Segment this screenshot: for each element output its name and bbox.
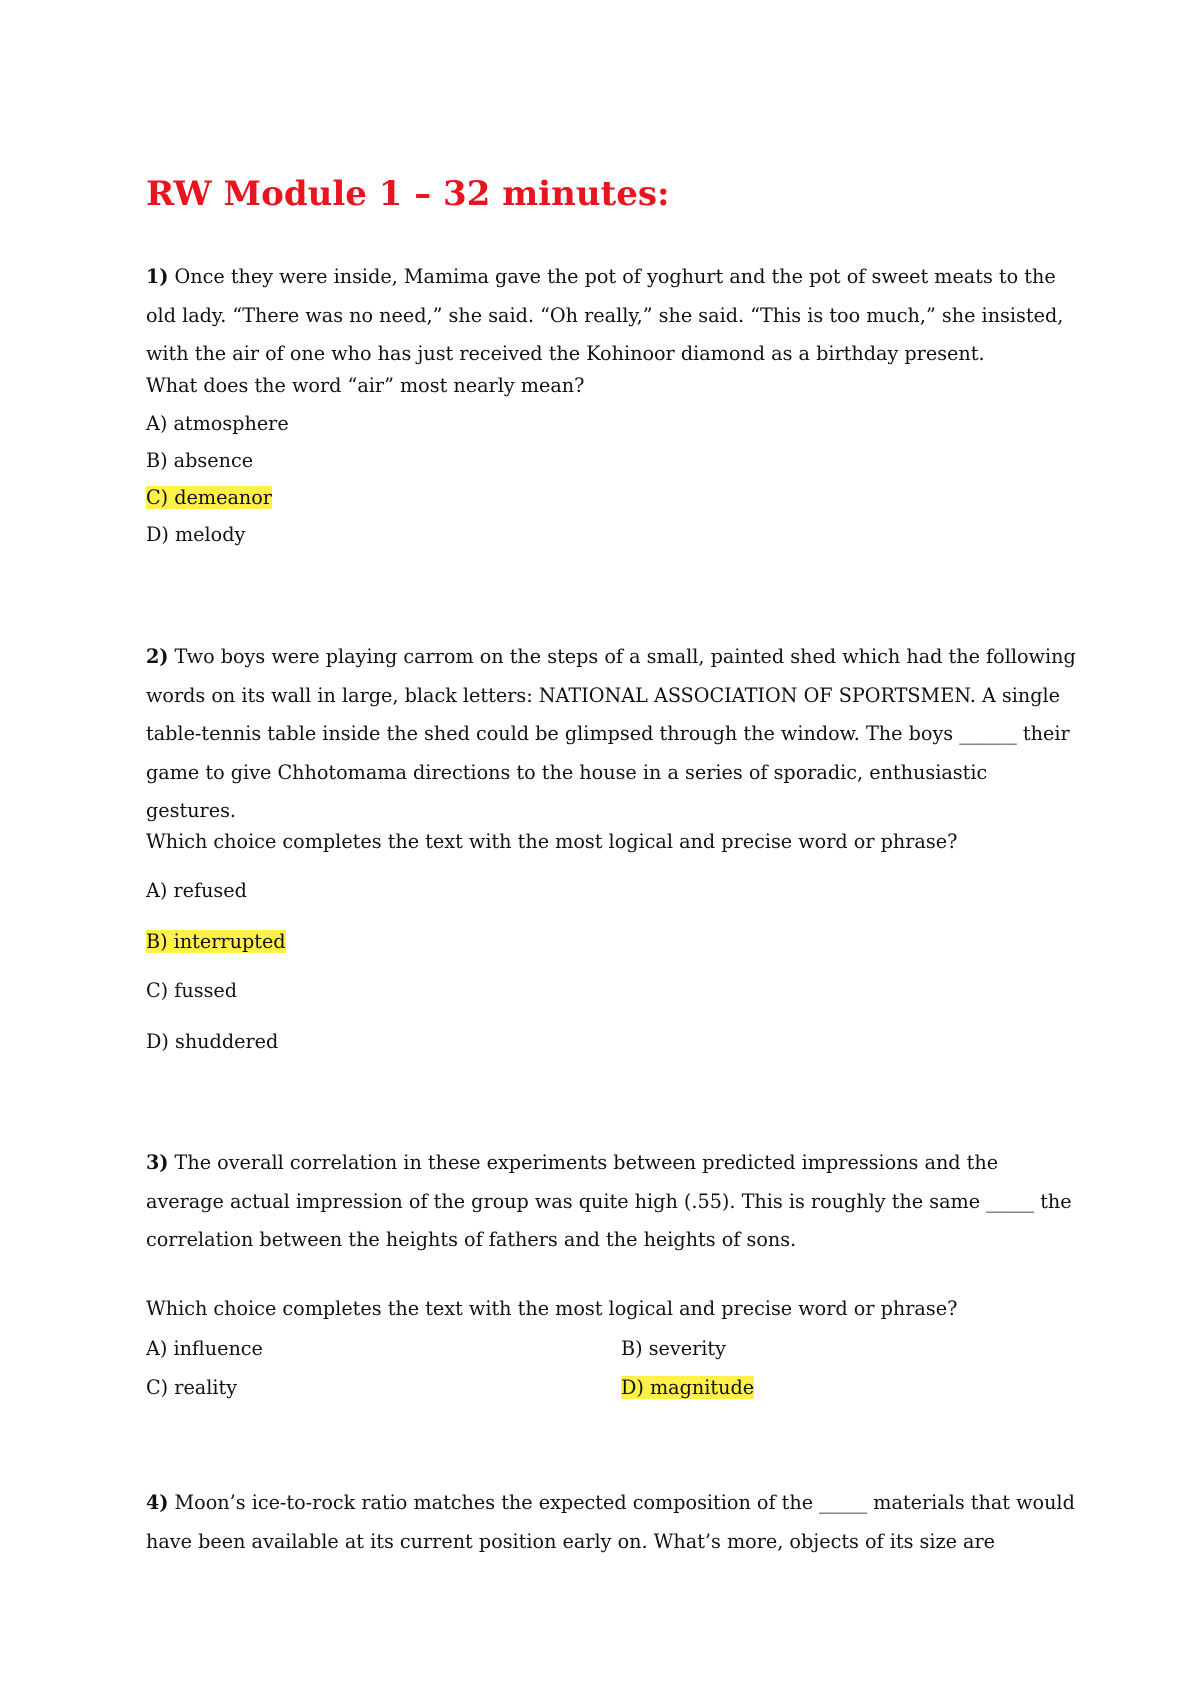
question-1-option-b: B) absence: [146, 449, 254, 472]
question-3-prompt: Which choice completes the text with the most logical and precise word or phrase?: [146, 1297, 958, 1320]
page-title: RW Module 1 – 32 minutes:: [146, 174, 670, 214]
question-4-number: 4): [146, 1491, 169, 1514]
question-3-passage: [146, 1144, 1076, 1260]
question-1-option-a: A) atmosphere: [146, 412, 289, 435]
question-2-passage: [146, 638, 1076, 831]
question-2-option-c: C) fussed: [146, 979, 238, 1002]
question-2-option-a: A) refused: [146, 879, 247, 902]
question-1-number: 1): [146, 265, 169, 288]
question-1-text: Once they were inside, Mamima gave the pot of yoghurt and the pot of sweet meats to the old lady. “There was no need,” she said. “Oh really,” she said. “This is too much,” she insisted, with the air of one who has just received the Kohinoor diamond as a birthday present.: [146, 265, 1064, 365]
question-2-number: 2): [146, 645, 169, 668]
question-2-option-b: [146, 928, 286, 956]
question-1-option-c: [146, 484, 272, 512]
question-3-answer-highlight: D) magnitude: [621, 1376, 755, 1399]
question-1-answer-highlight: C) demeanor: [146, 486, 272, 509]
question-3-text: The overall correlation in these experiments between predicted impressions and the average actual impression of the group was quite high (.55). This is roughly the same _____ the correlation between the heights of fathers and the heights of sons.: [146, 1151, 1072, 1251]
question-4-passage: [146, 1484, 1076, 1561]
question-2-option-d: D) shuddered: [146, 1030, 279, 1053]
question-2-answer-highlight: B) interrupted: [146, 930, 286, 953]
question-1-option-d: D) melody: [146, 523, 246, 546]
question-2-prompt: Which choice completes the text with the most logical and precise word or phrase?: [146, 830, 958, 853]
question-3-number: 3): [146, 1151, 169, 1174]
question-1-prompt: What does the word “air” most nearly mean?: [146, 374, 585, 397]
question-2-text: Two boys were playing carrom on the steps of a small, painted shed which had the following words on its wall in large, black letters: NATIONAL ASSOCIATION OF SPORTSMEN. A single table-tennis table inside the shed could be glimpsed through the window. The boys ______ their game to give Chhotomama directions to the house in a series of sporadic, enthusiastic gestures.: [146, 645, 1076, 822]
question-3-option-c: C) reality: [146, 1376, 238, 1399]
question-3-option-a: A) influence: [146, 1337, 263, 1360]
question-1-passage: [146, 258, 1076, 374]
question-3-option-d: [621, 1374, 754, 1402]
question-4-text: Moon’s ice-to-rock ratio matches the expected composition of the _____ materials that would have been available at its current position early on. What’s more, objects of its size are: [146, 1491, 1075, 1553]
question-3-option-b: B) severity: [621, 1337, 726, 1360]
